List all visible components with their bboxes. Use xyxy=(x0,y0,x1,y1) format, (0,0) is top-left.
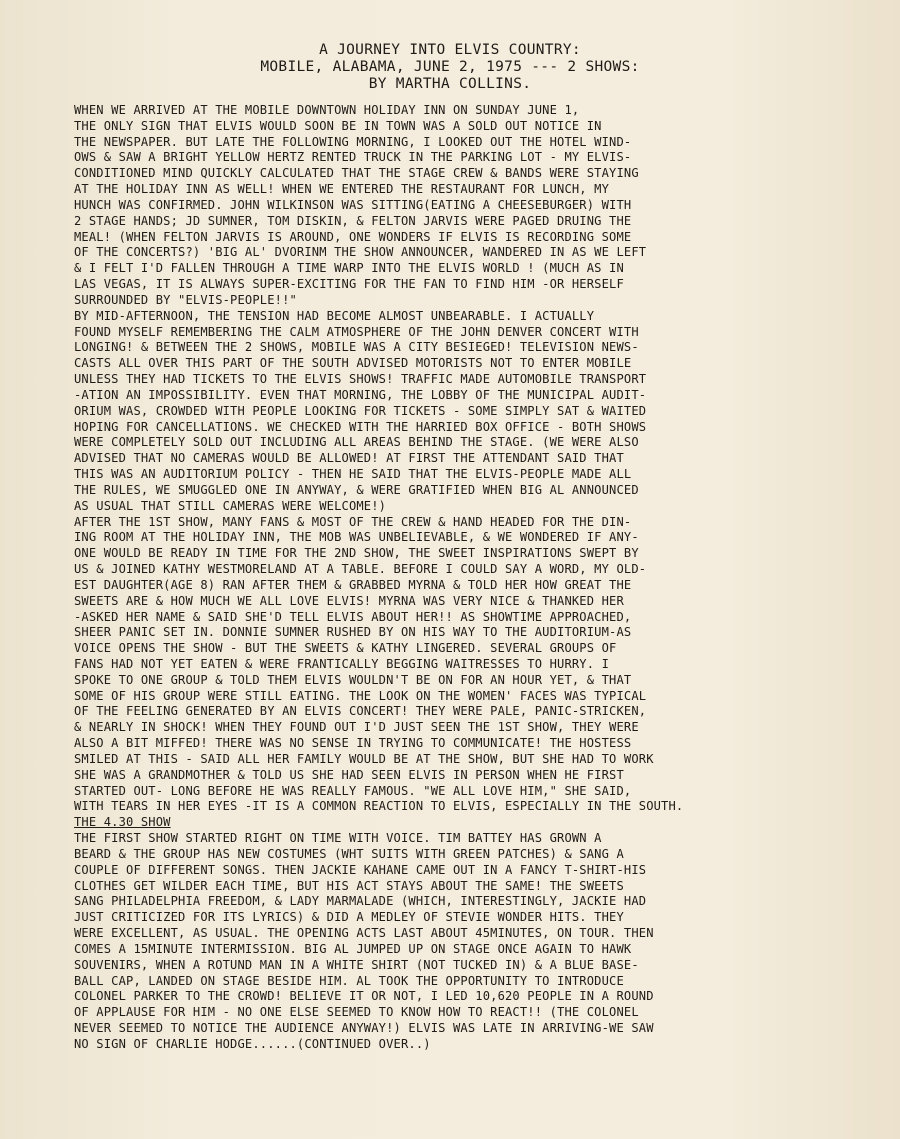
text-line: THE NEWSPAPER. BUT LATE THE FOLLOWING MORNING, I LOOKED OUT THE HOTEL WIND- xyxy=(74,134,632,149)
text-line: THE RULES, WE SMUGGLED ONE IN ANYWAY, & WERE GRATIFIED WHEN BIG AL ANNOUNCED xyxy=(74,482,639,497)
text-line: NO SIGN OF CHARLIE HODGE......(CONTINUED OVER..) xyxy=(74,1036,431,1051)
text-line: NEVER SEEMED TO NOTICE THE AUDIENCE ANYWAY!) ELVIS WAS LATE IN ARRIVING-WE SAW xyxy=(74,1021,654,1036)
text-line: LONGING! & BETWEEN THE 2 SHOWS, MOBILE WAS A CITY BESIEGED! TELEVISION NEWS- xyxy=(74,340,639,355)
text-line: JUST CRITICIZED FOR ITS LYRICS) & DID A MEDLEY OF STEVIE WONDER HITS. THEY xyxy=(74,910,624,925)
text-line: AT THE HOLIDAY INN AS WELL! WHEN WE ENTERED THE RESTAURANT FOR LUNCH, MY xyxy=(74,182,610,197)
text-line: OF APPLAUSE FOR HIM - NO ONE ELSE SEEMED TO KNOW HOW TO REACT!! (THE COLONEL xyxy=(74,1005,639,1020)
text-line: UNLESS THEY HAD TICKETS TO THE ELVIS SHOWS! TRAFFIC MADE AUTOMOBILE TRANSPORT xyxy=(74,372,647,387)
text-line: THE ONLY SIGN THAT ELVIS WOULD SOON BE IN TOWN WAS A SOLD OUT NOTICE IN xyxy=(74,118,602,133)
text-line: THIS WAS AN AUDITORIUM POLICY - THEN HE SAID THAT THE ELVIS-PEOPLE MADE ALL xyxy=(74,467,632,482)
document-subtitle: MOBILE, ALABAMA, JUNE 2, 1975 --- 2 SHOWS: xyxy=(260,59,640,75)
text-line: OWS & SAW A BRIGHT YELLOW HERTZ RENTED TRUCK IN THE PARKING LOT - MY ELVIS- xyxy=(74,150,632,165)
text-line: SHEER PANIC SET IN. DONNIE SUMNER RUSHED BY ON HIS WAY TO THE AUDITORIUM-AS xyxy=(74,625,632,640)
text-line: SMILED AT THIS - SAID ALL HER FAMILY WOULD BE AT THE SHOW, BUT SHE HAD TO WORK xyxy=(74,751,654,766)
text-line: AFTER THE 1ST SHOW, MANY FANS & MOST OF THE CREW & HAND HEADED FOR THE DIN- xyxy=(74,514,632,529)
text-line: ADVISED THAT NO CAMERAS WOULD BE ALLOWED! AT FIRST THE ATTENDANT SAID THAT xyxy=(74,451,624,466)
text-line: & NEARLY IN SHOCK! WHEN THEY FOUND OUT I'D JUST SEEN THE 1ST SHOW, THEY WERE xyxy=(74,720,639,735)
text-line: STARTED OUT- LONG BEFORE HE WAS REALLY FAMOUS. "WE ALL LOVE HIM," SHE SAID, xyxy=(74,783,632,798)
text-line: HOPING FOR CANCELLATIONS. WE CHECKED WITH THE HARRIED BOX OFFICE - BOTH SHOWS xyxy=(74,419,647,434)
text-line: ALSO A BIT MIFFED! THERE WAS NO SENSE IN TRYING TO COMMUNICATE! THE HOSTESS xyxy=(74,736,632,751)
text-line: COLONEL PARKER TO THE CROWD! BELIEVE IT OR NOT, I LED 10,620 PEOPLE IN A ROUND xyxy=(74,989,654,1004)
text-line: & I FELT I'D FALLEN THROUGH A TIME WARP INTO THE ELVIS WORLD ! (MUCH AS IN xyxy=(74,261,624,276)
text-line: SHE WAS A GRANDMOTHER & TOLD US SHE HAD SEEN ELVIS IN PERSON WHEN HE FIRST xyxy=(74,767,624,782)
text-line: SANG PHILADELPHIA FREEDOM, & LADY MARMALADE (WHICH, INTERESTINGLY, JACKIE HAD xyxy=(74,894,647,909)
text-line: FOUND MYSELF REMEMBERING THE CALM ATMOSPHERE OF THE JOHN DENVER CONCERT WITH xyxy=(74,324,639,339)
text-line: 2 STAGE HANDS; JD SUMNER, TOM DISKIN, & FELTON JARVIS WERE PAGED DRUING THE xyxy=(74,213,632,228)
text-line: ING ROOM AT THE HOLIDAY INN, THE MOB WAS UNBELIEVABLE, & WE WONDERED IF ANY- xyxy=(74,530,639,545)
text-line: SWEETS ARE & HOW MUCH WE ALL LOVE ELVIS! MYRNA WAS VERY NICE & THANKED HER xyxy=(74,593,624,608)
text-line: SOME OF HIS GROUP WERE STILL EATING. THE LOOK ON THE WOMEN' FACES WAS TYPICAL xyxy=(74,688,647,703)
text-line: THE FIRST SHOW STARTED RIGHT ON TIME WITH VOICE. TIM BATTEY HAS GROWN A xyxy=(74,831,602,846)
text-line: SOUVENIRS, WHEN A ROTUND MAN IN A WHITE SHIRT (NOT TUCKED IN) & A BLUE BASE- xyxy=(74,957,639,972)
text-line: VOICE OPENS THE SHOW - BUT THE SWEETS & KATHY LINGERED. SEVERAL GROUPS OF xyxy=(74,641,617,656)
text-line: -ATION AN IMPOSSIBILITY. EVEN THAT MORNING, THE LOBBY OF THE MUNICIPAL AUDIT- xyxy=(74,387,647,402)
text-line: CASTS ALL OVER THIS PART OF THE SOUTH ADVISED MOTORISTS NOT TO ENTER MOBILE xyxy=(74,356,632,371)
text-line: -ASKED HER NAME & SAID SHE'D TELL ELVIS ABOUT HER!! AS SHOWTIME APPROACHED, xyxy=(74,609,632,624)
text-line: CONDITIONED MIND QUICKLY CALCULATED THAT THE STAGE CREW & BANDS WERE STAYING xyxy=(74,166,639,181)
text-line: BALL CAP, LANDED ON STAGE BESIDE HIM. AL TOOK THE OPPORTUNITY TO INTRODUCE xyxy=(74,973,624,988)
text-line: ONE WOULD BE READY IN TIME FOR THE 2ND SHOW, THE SWEET INSPIRATIONS SWEPT BY xyxy=(74,546,639,561)
text-line: HUNCH WAS CONFIRMED. JOHN WILKINSON WAS SITTING(EATING A CHEESEBURGER) WITH xyxy=(74,197,632,212)
text-line: WITH TEARS IN HER EYES -IT IS A COMMON REACTION TO ELVIS, ESPECIALLY IN THE SOUTH. xyxy=(74,799,684,814)
text-line: WHEN WE ARRIVED AT THE MOBILE DOWNTOWN HOLIDAY INN ON SUNDAY JUNE 1, xyxy=(74,103,580,117)
document-header xyxy=(0,42,900,93)
text-line: BY MID-AFTERNOON, THE TENSION HAD BECOME ALMOST UNBEARABLE. I ACTUALLY xyxy=(74,308,595,323)
text-line: OF THE FEELING GENERATED BY AN ELVIS CONCERT! THEY WERE PALE, PANIC-STRICKEN, xyxy=(74,704,647,719)
text-line: US & JOINED KATHY WESTMORELAND AT A TABLE. BEFORE I COULD SAY A WORD, MY OLD- xyxy=(74,562,647,577)
text-line: AS USUAL THAT STILL CAMERAS WERE WELCOME!) xyxy=(74,498,387,513)
text-line: CLOTHES GET WILDER EACH TIME, BUT HIS ACT STAYS ABOUT THE SAME! THE SWEETS xyxy=(74,878,624,893)
text-line: WERE EXCELLENT, AS USUAL. THE OPENING ACTS LAST ABOUT 45MINUTES, ON TOUR. THEN xyxy=(74,926,654,941)
text-line: LAS VEGAS, IT IS ALWAYS SUPER-EXCITING FOR THE FAN TO FIND HIM -OR HERSELF xyxy=(74,277,624,292)
section-heading: THE 4.30 SHOW xyxy=(74,815,171,830)
text-line: MEAL! (WHEN FELTON JARVIS IS AROUND, ONE WONDERS IF ELVIS IS RECORDING SOME xyxy=(74,229,632,244)
text-line: COMES A 15MINUTE INTERMISSION. BIG AL JUMPED UP ON STAGE ONCE AGAIN TO HAWK xyxy=(74,941,632,956)
text-line: OF THE CONCERTS?) 'BIG AL' DVORINM THE SHOW ANNOUNCER, WANDERED IN AS WE LEFT xyxy=(74,245,647,260)
text-line: SPOKE TO ONE GROUP & TOLD THEM ELVIS WOULDN'T BE ON FOR AN HOUR YET, & THAT xyxy=(74,672,632,687)
text-line: COUPLE OF DIFFERENT SONGS. THEN JACKIE KAHANE CAME OUT IN A FANCY T-SHIRT-HIS xyxy=(74,862,647,877)
text-line: BEARD & THE GROUP HAS NEW COSTUMES (WHT SUITS WITH GREEN PATCHES) & SANG A xyxy=(74,846,624,861)
text-line: ORIUM WAS, CROWDED WITH PEOPLE LOOKING FOR TICKETS - SOME SIMPLY SAT & WAITED xyxy=(74,403,647,418)
text-line: SURROUNDED BY "ELVIS-PEOPLE!!" xyxy=(74,292,297,307)
text-line: EST DAUGHTER(AGE 8) RAN AFTER THEM & GRABBED MYRNA & TOLD HER HOW GREAT THE xyxy=(74,577,632,592)
text-line: WERE COMPLETELY SOLD OUT INCLUDING ALL AREAS BEHIND THE STAGE. (WE WERE ALSO xyxy=(74,435,639,450)
text-line: FANS HAD NOT YET EATEN & WERE FRANTICALLY BEGGING WAITRESSES TO HURRY. I xyxy=(74,656,610,671)
document-body xyxy=(74,103,834,1053)
document-title: A JOURNEY INTO ELVIS COUNTRY: xyxy=(319,42,581,58)
document-byline: BY MARTHA COLLINS. xyxy=(368,76,532,92)
